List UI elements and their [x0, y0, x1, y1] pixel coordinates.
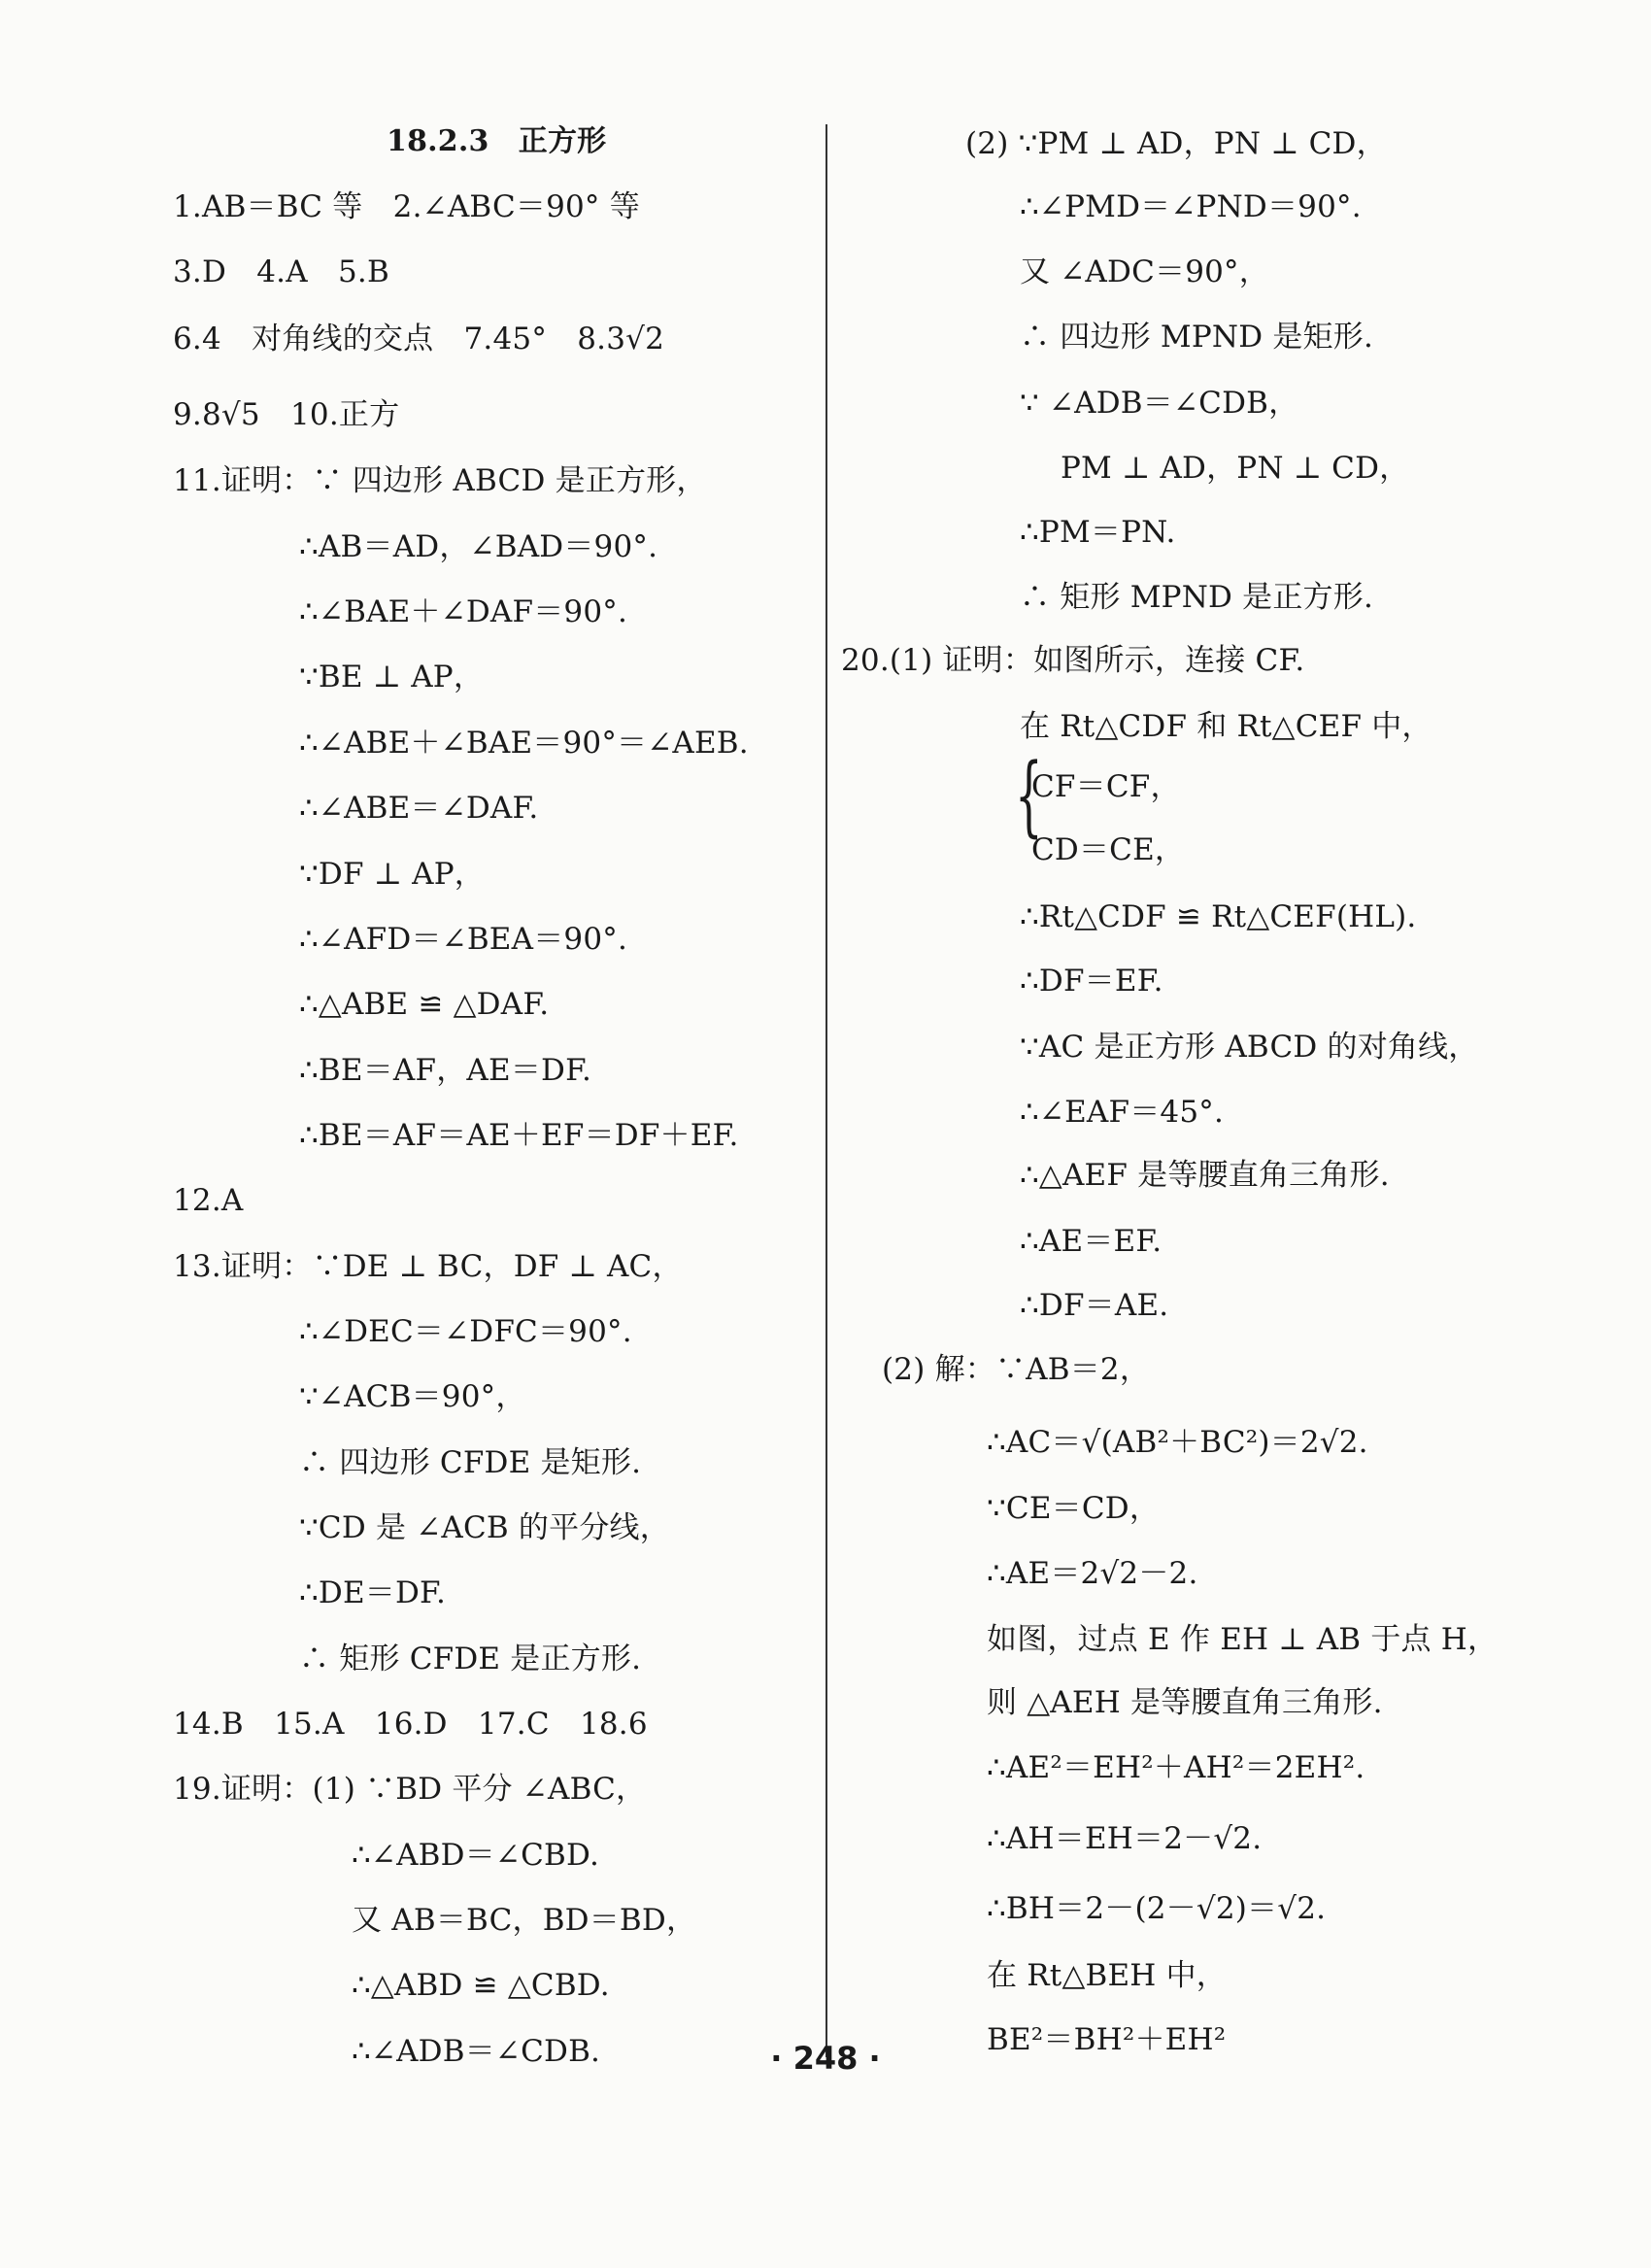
left-line-24: 14.B 15.A 16.D 17.C 18.6 [173, 1707, 648, 1742]
right-line-18: ∴AE＝EF. [1020, 1224, 1162, 1259]
left-line-26: ∴∠ABD＝∠CBD. [352, 1838, 599, 1873]
right-line-26: ∴AE²＝EH²＋AH²＝2EH². [987, 1750, 1365, 1785]
right-line-14: ∴DF＝EF. [1020, 964, 1163, 999]
left-line-4: 9.8√5 10.正方 [173, 397, 400, 432]
right-line-5: ∵ ∠ADB＝∠CDB， [1020, 386, 1299, 421]
left-line-3: 6.4 对角线的交点 7.45° 8.3√2 [173, 322, 664, 356]
left-line-1: 1.AB＝BC 等 2.∠ABC＝90° 等 [173, 189, 640, 224]
right-line-2: ∴∠PMD＝∠PND＝90°. [1020, 189, 1362, 224]
right-line-24: 如图，过点 E 作 EH ⊥ AB 于点 H， [987, 1622, 1499, 1657]
left-line-23: ∴ 矩形 CFDE 是正方形. [299, 1642, 642, 1676]
right-line-4: ∴ 四边形 MPND 是矩形. [1020, 320, 1373, 355]
left-line-28: ∴△ABD ≌ △CBD. [352, 1968, 610, 2003]
right-line-15: ∵AC 是正方形 ABCD 的对角线， [1020, 1030, 1479, 1065]
left-line-7: ∴∠BAE＋∠DAF＝90°. [299, 594, 628, 629]
right-line-21: ∴AC＝√(AB²＋BC²)＝2√2. [987, 1425, 1368, 1460]
right-line-27: ∴AH＝EH＝2－√2. [987, 1821, 1263, 1856]
left-line-11: ∵DF ⊥ AP， [299, 857, 485, 892]
right-line-17: ∴△AEF 是等腰直角三角形. [1020, 1158, 1390, 1193]
right-line-1: (2) ∵PM ⊥ AD，PN ⊥ CD， [965, 126, 1387, 161]
right-line-20: (2) 解：∵AB＝2， [882, 1352, 1151, 1387]
right-line-19: ∴DF＝AE. [1020, 1288, 1169, 1323]
left-line-5: 11.证明：∵ 四边形 ABCD 是正方形， [173, 463, 707, 498]
right-line-23: ∴AE＝2√2－2. [987, 1556, 1198, 1591]
right-line-12: CD＝CE， [1031, 832, 1186, 867]
left-line-16: 12.A [173, 1183, 244, 1218]
left-line-29: ∴∠ADB＝∠CDB. [352, 2034, 601, 2069]
right-line-28: ∴BH＝2－(2－√2)＝√2. [987, 1891, 1327, 1926]
left-line-13: ∴△ABE ≌ △DAF. [299, 987, 550, 1022]
left-line-12: ∴∠AFD＝∠BEA＝90°. [299, 922, 628, 957]
right-line-10: 在 Rt△CDF 和 Rt△CEF 中， [1020, 709, 1432, 744]
left-line-27: 又 AB＝BC，BD＝BD， [352, 1903, 697, 1938]
right-line-8: ∴ 矩形 MPND 是正方形. [1020, 580, 1373, 615]
left-line-9: ∴∠ABE＋∠BAE＝90°＝∠AEB. [299, 726, 749, 761]
column-divider [826, 124, 827, 2057]
left-line-6: ∴AB＝AD，∠BAD＝90°. [299, 529, 658, 564]
left-line-15: ∴BE＝AF＝AE＋EF＝DF＋EF. [299, 1118, 739, 1153]
left-line-20: ∴ 四边形 CFDE 是矩形. [299, 1445, 642, 1480]
left-line-10: ∴∠ABE＝∠DAF. [299, 791, 539, 826]
right-line-7: ∴PM＝PN. [1020, 515, 1176, 550]
right-line-29: 在 Rt△BEH 中， [987, 1958, 1227, 1993]
left-line-25: 19.证明：(1) ∵BD 平分 ∠ABC， [173, 1772, 647, 1807]
right-line-11: CF＝CF， [1031, 769, 1181, 804]
right-line-3: 又 ∠ADC＝90°， [1020, 254, 1269, 289]
left-line-18: ∴∠DEC＝∠DFC＝90°. [299, 1314, 632, 1349]
left-line-2: 3.D 4.A 5.B [173, 254, 389, 289]
left-line-22: ∴DE＝DF. [299, 1575, 446, 1610]
left-line-8: ∵BE ⊥ AP， [299, 660, 485, 694]
right-line-22: ∵CE＝CD， [987, 1491, 1161, 1526]
right-line-6: PM ⊥ AD，PN ⊥ CD， [1061, 451, 1410, 486]
right-line-13: ∴Rt△CDF ≌ Rt△CEF(HL). [1020, 899, 1417, 934]
right-line-9: 20.(1) 证明：如图所示，连接 CF. [841, 643, 1305, 678]
left-line-19: ∵∠ACB＝90°， [299, 1379, 526, 1414]
right-line-16: ∴∠EAF＝45°. [1020, 1095, 1225, 1130]
right-line-25: 则 △AEH 是等腰直角三角形. [987, 1685, 1383, 1720]
section-title: 18.2.3 正方形 [387, 124, 607, 158]
equation-brace: { [1015, 745, 1043, 847]
page-number: · 248 · [770, 2040, 881, 2077]
left-line-21: ∵CD 是 ∠ACB 的平分线， [299, 1510, 670, 1545]
left-line-17: 13.证明：∵DE ⊥ BC，DF ⊥ AC， [173, 1249, 683, 1284]
right-line-30: BE²＝BH²＋EH² [987, 2022, 1227, 2057]
left-line-14: ∴BE＝AF，AE＝DF. [299, 1053, 592, 1088]
